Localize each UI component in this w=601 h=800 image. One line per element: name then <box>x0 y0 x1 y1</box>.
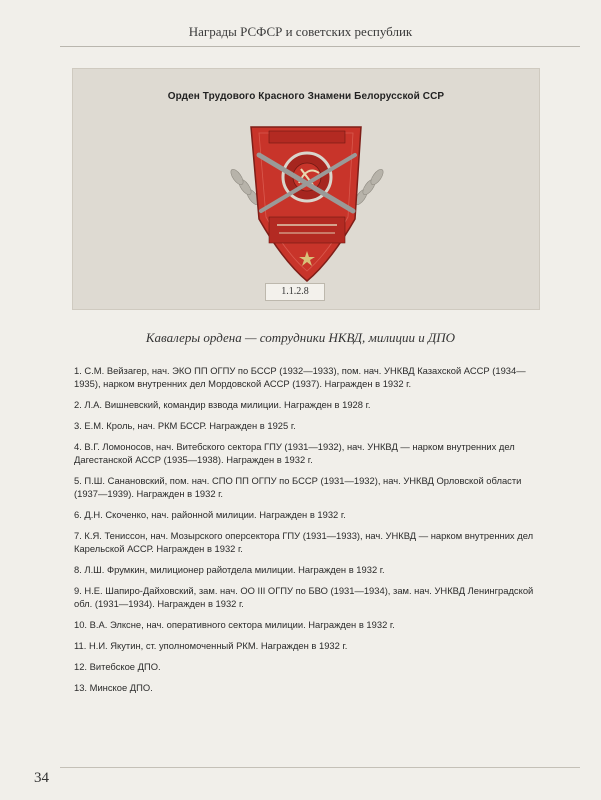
section-title: Кавалеры ордена — сотрудники НКВД, милиции и ДПО <box>145 330 456 345</box>
recipient-list <box>74 364 542 702</box>
list-item: 2. Л.А. Вишневский, командир взвода милиции. Награжден в 1928 г. <box>74 399 371 410</box>
list-item: 7. К.Я. Тениссон, нач. Мозырского оперсектора ГПУ (1931—1933), нач. УНКВД — нарком внутренних дел Карельской АССР. Награжден в 1932 г. <box>74 530 534 554</box>
header-rule <box>60 46 580 47</box>
list-item: 6. Д.Н. Скоченко, нач. районной милиции. Награжден в 1932 г. <box>74 509 346 520</box>
page-number: 34 <box>34 770 49 786</box>
running-header: Награды РСФСР и советских республик <box>188 24 413 39</box>
list-item: 12. Витебское ДПО. <box>74 661 161 672</box>
list-item: 10. В.А. Элксне, нач. оперативного сектора милиции. Награжден в 1932 г. <box>74 619 395 630</box>
list-item: 13. Минское ДПО. <box>74 682 153 693</box>
plate-number-label: 1.1.2.8 <box>265 283 325 301</box>
order-medal-illustration <box>73 69 539 309</box>
list-item: 9. Н.Е. Шапиро-Дайховский, зам. нач. ОО III ОГПУ по БВО (1931—1934), зам. нач. УНКВД Ленинградской обл. (1931—1934). Награжден в 1932 г. <box>74 585 534 609</box>
list-item: 5. П.Ш. Санановский, пом. нач. СПО ПП ОГПУ по БССР (1931—1932), нач. УНКВД Орловской области (1937—1939). Награжден в 1932 г. <box>74 475 522 499</box>
illustration-plate <box>72 68 540 310</box>
list-item: 11. Н.И. Якутин, ст. уполномоченный РКМ. Награжден в 1932 г. <box>74 640 348 651</box>
list-item: 4. В.Г. Ломоносов, нач. Витебского сектора ГПУ (1931—1932), нач. УНКВД — нарком внутренних дел Дагестанской АССР (1935—1938). Награжден в 1932 г. <box>74 441 515 465</box>
list-item: 1. С.М. Вейзагер, нач. ЭКО ПП ОГПУ по БССР (1932—1933), пом. нач. УНКВД Казахской АССР (1934—1935), нарком внутренних дел Мордовской АССР (1937). Награжден в 1932 г. <box>74 365 526 389</box>
footer-rule <box>60 767 580 768</box>
list-item: 8. Л.Ш. Фрумкин, милиционер райотдела милиции. Награжден в 1932 г. <box>74 564 385 575</box>
list-item: 3. Е.М. Кроль, нач. РКМ БССР. Награжден в 1925 г. <box>74 420 296 431</box>
plate-title: Орден Трудового Красного Знамени Белорусской ССР <box>167 91 445 102</box>
